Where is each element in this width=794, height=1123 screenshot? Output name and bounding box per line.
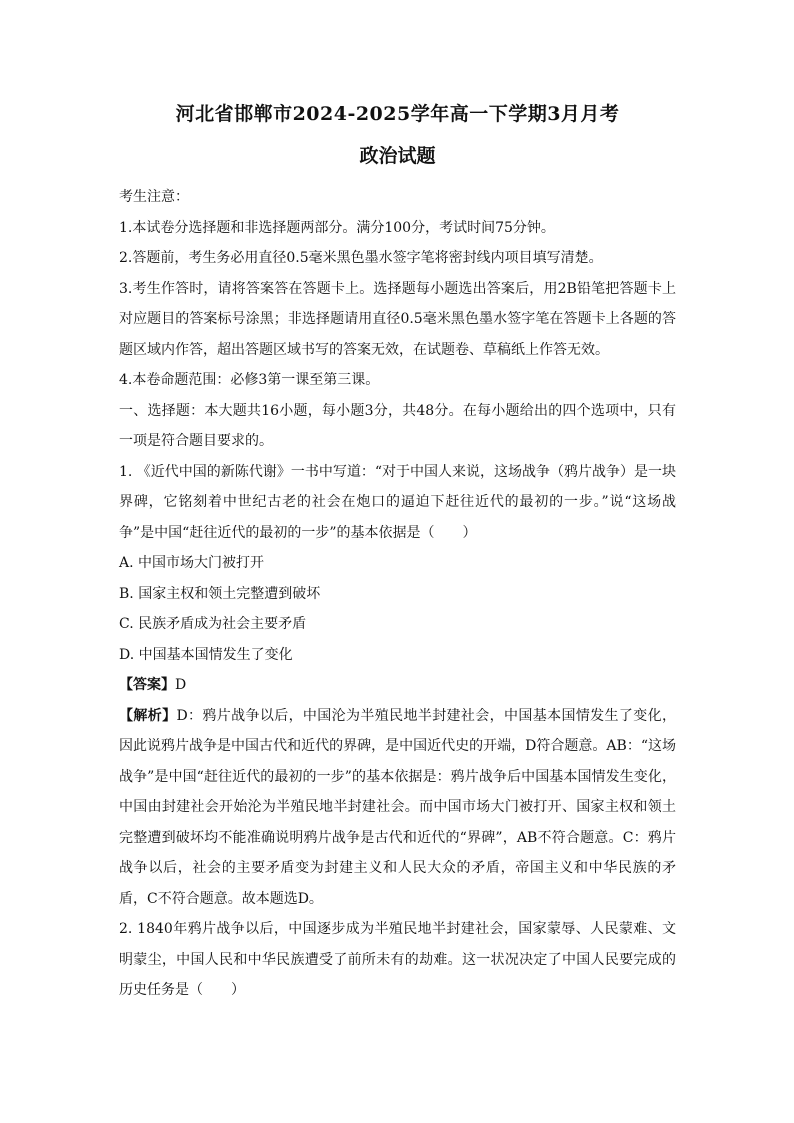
notice-item-4: 4.本卷命题范围：必修3第一课至第三课。 (119, 372, 380, 388)
notice-item-1: 1.本试卷分选择题和非选择题两部分。满分100分，考试时间75分钟。 (119, 219, 555, 236)
question-1-analysis (119, 701, 676, 915)
question-1-stem: 1. 《近代中国的新陈代谢》一书中写道：“对于中国人来说，这场战争（鸦片战争）是一块界碑，它铭刻着中世纪古老的社会在炮口的逼迫下赶往近代的最初的一步。”说“这场战争”是中国“赶往近代的最初的一步”的基本依据是（ ） (119, 463, 676, 541)
question-2-stem: 2. 1840年鸦片战争以后，中国逐步成为半殖民地半封建社会，国家蒙辱、人民蒙难、文明蒙尘，中国人民和中华民族遭受了前所未有的劫难。这一状况决定了中国人民要完成的历史任务是（ ） (119, 921, 676, 998)
question-1-option-c: C. 民族矛盾成为社会主要矛盾 (119, 616, 307, 632)
section-heading: 一、选择题：本大题共16小题，每小题3分，共48分。在每小题给出的四个选项中，只有一项是符合题目要求的。 (119, 402, 676, 449)
question-1-option-a: A. 中国市场大门被打开 (119, 555, 265, 571)
analysis-text: D：鸦片战争以后，中国沦为半殖民地半封建社会，中国基本国情发生了变化，因此说鸦片战争是中国古代和近代的界碑，是中国近代史的开端，D符合题意。AB：“这场战争”是中国“赶往近代的最初的一步”的基本依据是：鸦片战争后中国基本国情发生变化，中国由封建社会开始沦为半殖民地半封建社会。而中国市场大门被打开、国家主权和领土完整遭到破坏均不能准确说明鸦片战争是古代和近代的“界碑”，AB不符合题意。C：鸦片战争以后，社会的主要矛盾变为封建主义和人民大众的矛盾，帝国主义和中华民族的矛盾，C不符合题意。故本题选D。 (119, 707, 676, 907)
answer-value: D (175, 677, 187, 693)
notice-heading: 考生注意： (119, 189, 189, 205)
question-1-option-b: B. 国家主权和领土完整遭到破坏 (119, 585, 321, 602)
answer-label: 【答案】 (119, 677, 175, 693)
document-title: 河北省邯郸市2024-2025学年高一下学期3月月考 (175, 103, 620, 125)
question-1-option-d: D. 中国基本国情发生了变化 (119, 646, 293, 663)
document-subtitle: 政治试题 (359, 145, 436, 167)
notice-item-3: 3.考生作答时，请将答案答在答题卡上。选择题每小题选出答案后，用2B铅笔把答题卡上对应题目的答案标号涂黑；非选择题请用直径0.5毫米黑色墨水签字笔在答题卡上各题的答题区域内作答，超出答题区域书写的答案无效，在试题卷、草稿纸上作答无效。 (119, 280, 676, 358)
analysis-label: 【解析】 (119, 707, 177, 724)
question-1-answer (119, 670, 676, 701)
notice-item-2: 2.答题前，考生务必用直径0.5毫米黑色墨水签字笔将密封线内项目填写清楚。 (119, 250, 603, 266)
